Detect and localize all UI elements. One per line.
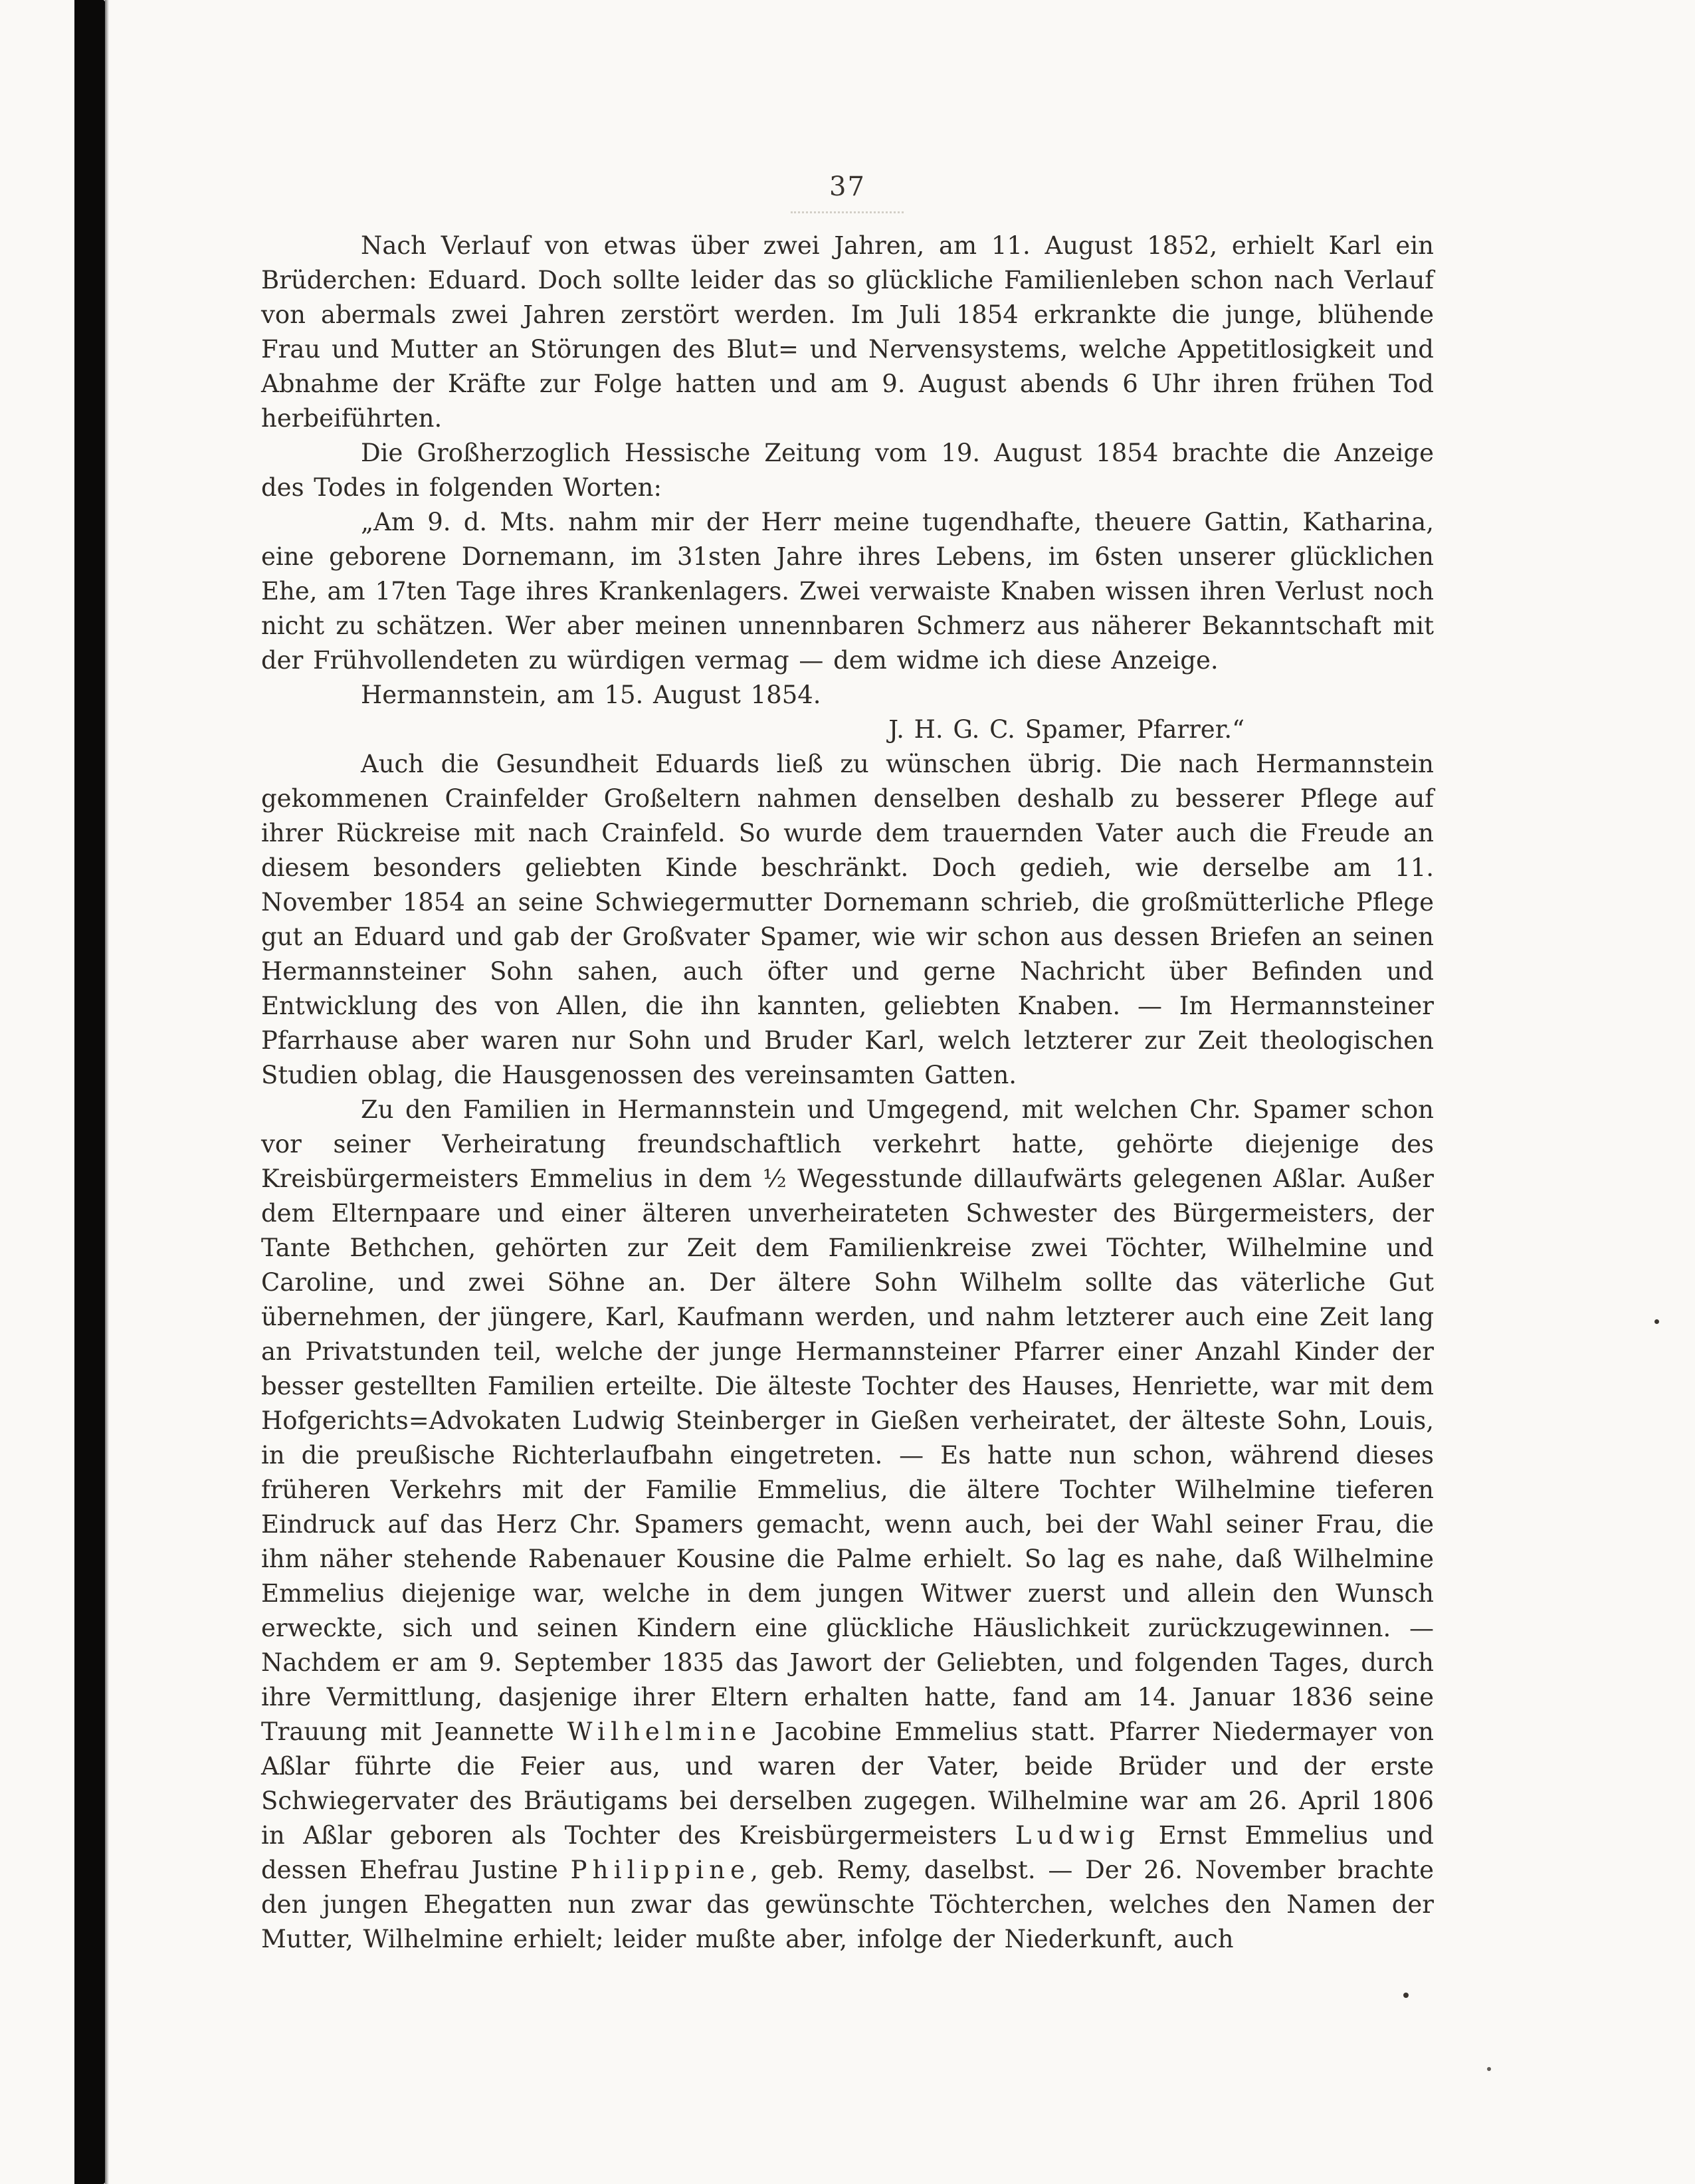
- book-gutter-shadow: [74, 0, 105, 2184]
- page-number-rule: [791, 211, 904, 213]
- paragraph-emmelius-family: [261, 1093, 1434, 1957]
- paragraph-segment: Zu den Familien in Hermannstein und Umgegend, mit welchen Chr. Spamer schon vor seiner Verheiratung freundschaftlich verkehrt hatte, gehörte diejenige des Kreisbürgermeisters Emmelius in dem ½ Wegesstunde dillaufwärts gelegenen Aßlar. Außer dem Elternpaare und einer älteren unverheirateten Schwester des Bürgermeisters, der Tante Bethchen, gehörten zur Zeit dem Familienkreise zwei Töchter, Wilhelmine und Caroline, und zwei Söhne an. Der ältere Sohn Wilhelm sollte das väterliche Gut übernehmen, der jüngere, Karl, Kaufmann werden, und nahm letzterer auch eine Zeit lang an Privatstunden teil, welche der junge Hermannsteiner Pfarrer einer Anzahl Kinder der besser gestellten Familien erteilte. Die älteste Tochter des Hauses, Henriette, war mit dem Hofgerichts=Advokaten Ludwig Steinberger in Gießen verheiratet, der älteste Sohn, Louis, in die preußische Richterlaufbahn eingetreten. — Es hatte nun schon, während dieses früheren Verkehrs mit der Familie Emmelius, die ältere Tochter Wilhelmine tieferen Eindruck auf das Herz Chr. Spamers gemacht, wenn auch, bei der Wahl seiner Frau, die ihm näher stehende Rabenauer Kousine die Palme erhielt. So lag es nahe, daß Wilhelmine Emmelius diejenige war, welche in dem jungen Witwer zuerst und allein den Wunsch erweckte, sich und seinen Kindern eine glückliche Häuslichkeit zurückzugewinnen. — Nachdem er am 9. September 1835 das Jawort der Geliebten, und folgenden Tages, durch ihre Vermittlung, dasjenige ihrer Eltern erhalten hatte, fand am 14. Januar 1836 seine Trauung mit Jeannette: [261, 1095, 1434, 1746]
- paragraph-newspaper-intro: Die Großherzoglich Hessische Zeitung vom 19. August 1854 brachte die Anzeige des Todes in folgenden Worten:: [261, 439, 1434, 502]
- scan-speck: [1403, 1993, 1409, 1998]
- letterspaced-name-ludwig: Ludwig: [1015, 1821, 1141, 1850]
- letterspaced-name-wilhelmine: Wilhelmine: [567, 1717, 762, 1746]
- paragraph-segment: , geb. Remy, daselbst. — Der 26. November brachte den jungen Ehegatten nun zwar das gewünschte Töchterchen, welches den Namen der Mutter, Wilhelmine erhielt; leider mußte aber, infolge der Niederkunft, auch: [261, 1856, 1434, 1953]
- paragraph-birth-eduard: Nach Verlauf von etwas über zwei Jahren, am 11. August 1852, erhielt Karl ein Brüderchen: Eduard. Doch sollte leider das so glückliche Familienleben schon nach Verlauf von abermals zwei Jahren zerstört werden. Im Juli 1854 erkrankte die junge, blühende Frau und Mutter an Störungen des Blut= und Nervensystems, welche Appetitlosigkeit und Abnahme der Kräfte zur Folge hatten und am 9. August abends 6 Uhr ihren frühen Tod herbeiführten.: [261, 231, 1434, 433]
- paragraph-segment: Ernst Emmelius und dessen Ehefrau Justine: [261, 1821, 1434, 1884]
- scan-speck: [1487, 2067, 1491, 2071]
- paragraph-eduard-health: Auch die Gesundheit Eduards ließ zu wünschen übrig. Die nach Hermannstein gekommenen Crainfelder Großeltern nahmen denselben deshalb zu besserer Pflege auf ihrer Rückreise mit nach Crainfeld. So wurde dem trauernden Vater auch die Freude an diesem besonders geliebten Kinde beschränkt. Doch gedieh, wie derselbe am 11. November 1854 an seine Schwiegermutter Dornemann schrieb, die großmütterliche Pflege gut an Eduard und gab der Großvater Spamer, wie wir schon aus dessen Briefen an seinen Hermannsteiner Sohn sahen, auch öfter und gerne Nachricht über Befinden und Entwicklung des von Allen, die ihn kannten, geliebten Knaben. — Im Hermannsteiner Pfarrhause aber waren nur Sohn und Bruder Karl, welch letzterer zur Zeit theologischen Studien oblag, die Hausgenossen des vereinsamten Gatten.: [261, 750, 1434, 1089]
- paragraph-segment: Jacobine Emmelius statt. Pfarrer Niedermayer von Aßlar führte die Feier aus, und waren der Vater, beide Brüder und der erste Schwiegervater des Bräutigams bei derselben zugegen. Wilhelmine war am 26. April 1806 in Aßlar geboren als Tochter des Kreisbürgermeisters: [261, 1717, 1434, 1850]
- obituary-signature: J. H. G. C. Spamer, Pfarrer.“: [888, 715, 1245, 744]
- body-text: [261, 229, 1434, 1957]
- letterspaced-name-philippine: Philippine: [570, 1856, 751, 1884]
- obituary-dateline: Hermannstein, am 15. August 1854.: [361, 681, 821, 709]
- scan-speck: [1654, 1319, 1659, 1324]
- page-number: 37: [829, 171, 866, 202]
- paragraph-obituary-quote: „Am 9. d. Mts. nahm mir der Herr meine tugendhafte, theuere Gattin, Katharina, eine geborene Dornemann, im 31sten Jahre ihres Lebens, im 6sten unserer glücklichen Ehe, am 17ten Tage ihres Krankenlagers. Zwei verwaiste Knaben wissen ihren Verlust noch nicht zu schätzen. Wer aber meinen unnennbaren Schmerz aus näherer Bekanntschaft mit der Frühvollendeten zu würdigen vermag — dem widme ich diese Anzeige.: [261, 508, 1434, 675]
